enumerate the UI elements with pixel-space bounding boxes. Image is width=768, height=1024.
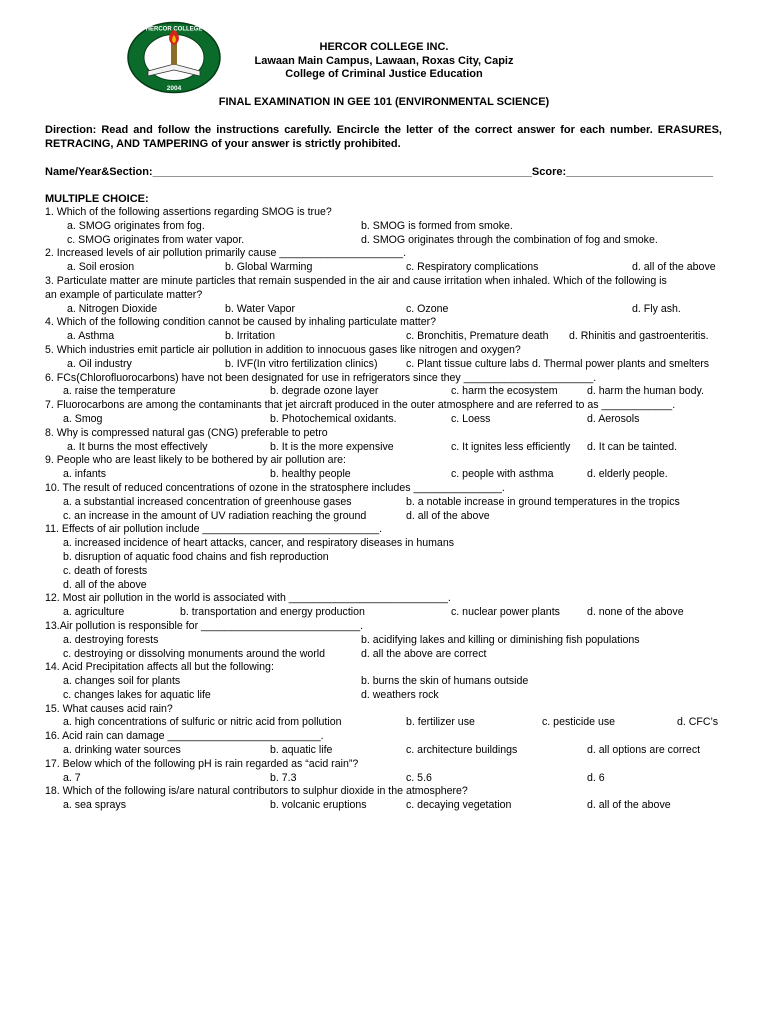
document-header	[200, 41, 568, 82]
question-6: 6. FCs(Chlorofluorocarbons) have not been designated for use in refrigerators since they ______________________.	[45, 371, 597, 384]
question-8: 8. Why is compressed natural gas (CNG) preferable to petro	[45, 426, 328, 439]
option-d[interactable]: d. harm the human body.	[587, 385, 704, 398]
college-name: College of Criminal Justice Education	[285, 68, 483, 80]
option-c[interactable]: c. destroying or dissolving monuments around the world	[63, 647, 326, 660]
option-d[interactable]: d. 6	[587, 771, 605, 784]
option-b[interactable]: b. SMOG is formed from smoke.	[361, 219, 513, 232]
option-d[interactable]: d. CFC’s	[677, 716, 719, 729]
options-row	[45, 634, 735, 648]
option-d[interactable]: d. all options are correct	[587, 744, 701, 757]
option-a[interactable]: a. 7	[63, 771, 81, 784]
option-b[interactable]: b. burns the skin of humans outside	[361, 675, 529, 688]
option-b[interactable]: b. IVF(In vitro fertilization clinics)	[225, 357, 378, 370]
campus-address: Lawaan Main Campus, Lawaan, Roxas City, Capiz	[254, 54, 514, 67]
option-b[interactable]: b. healthy people	[270, 468, 351, 481]
option-c[interactable]: c. pesticide use	[542, 716, 616, 729]
question-15: 15. What causes acid rain?	[45, 702, 173, 715]
option-d[interactable]: d. all of the above	[632, 261, 716, 274]
institution-name: HERCOR COLLEGE INC.	[319, 41, 449, 53]
option-b[interactable]: b. Water Vapor	[225, 302, 296, 315]
question-11: 11. Effects of air pollution include ______________________________.	[45, 523, 383, 536]
option-a[interactable]: a. increased incidence of heart attacks, cancer, and respiratory diseases in humans	[63, 537, 455, 550]
option-a[interactable]: a. raise the temperature	[63, 385, 176, 398]
options-row	[45, 606, 735, 620]
option-b[interactable]: b. Irritation	[225, 330, 276, 343]
option-b[interactable]: b. degrade ozone layer	[270, 385, 379, 398]
option-c[interactable]: c. an increase in the amount of UV radiation reaching the ground	[63, 509, 367, 522]
options-row	[45, 772, 735, 786]
logo-year: 2004	[166, 85, 182, 92]
option-a[interactable]: a. Asthma	[67, 330, 115, 343]
option-a[interactable]: a. sea sprays	[63, 799, 127, 812]
options-row	[45, 330, 735, 344]
option-b[interactable]: b. disruption of aquatic food chains and fish reproduction	[63, 550, 329, 563]
option-a[interactable]: a. Soil erosion	[67, 261, 135, 274]
option-b[interactable]: b. It is the more expensive	[270, 440, 394, 453]
option-c[interactable]: c. harm the ecosystem	[451, 385, 558, 398]
option-c[interactable]: c. changes lakes for aquatic life	[63, 688, 211, 701]
option-b[interactable]: b. transportation and energy production	[180, 606, 365, 619]
question-17: 17. Below which of the following pH is rain regarded as “acid rain”?	[45, 757, 359, 770]
question-18: 18. Which of the following is/are natural contributors to sulphur dioxide in the atmosphere?	[45, 785, 468, 798]
option-c[interactable]: c. It ignites less efficiently	[451, 440, 571, 453]
question-3: 3. Particulate matter are minute particles that remain suspended in the air and cause irritation when inhaled. Which of the following is	[45, 274, 667, 287]
option-c[interactable]: c. death of forests	[63, 564, 148, 577]
option-b[interactable]: b. Global Warming	[225, 261, 313, 274]
logo-name: HERCOR COLLEGE	[145, 26, 203, 33]
option-a[interactable]: a. Oil industry	[67, 357, 132, 370]
question-16: 16. Acid rain can damage __________________________.	[45, 730, 324, 743]
option-d[interactable]: d. Rhinitis and gastroenteritis.	[569, 330, 709, 343]
option-a[interactable]: a. Nitrogen Dioxide	[67, 302, 158, 315]
question-13: 13.Air pollution is responsible for ___________________________.	[45, 619, 364, 632]
option-a[interactable]: a. a substantial increased concentration of greenhouse gases	[63, 495, 352, 508]
option-b[interactable]: b. volcanic eruptions	[270, 799, 367, 812]
option-b[interactable]: b. a notable increase in ground temperatures in the tropics	[406, 495, 680, 508]
question-9: 9. People who are least likely to be bothered by air pollution are:	[45, 454, 346, 467]
option-c[interactable]: c. Plant tissue culture labs	[406, 357, 530, 370]
options-row	[45, 675, 735, 689]
options-row	[45, 303, 735, 317]
option-c[interactable]: c. Loess	[451, 412, 491, 425]
option-d[interactable]: d. Aerosols	[587, 412, 640, 425]
option-a[interactable]: a. It burns the most effectively	[67, 440, 208, 453]
option-b[interactable]: b. fertilizer use	[406, 716, 475, 729]
name-score-line[interactable]: Name/Year&Section:______________________________________________________________Score:________________________	[45, 166, 713, 178]
question-14: 14. Acid Precipitation affects all but the following:	[45, 661, 274, 674]
option-b[interactable]: b. 7.3	[270, 771, 297, 784]
question-5: 5. Which industries emit particle air pollution in addition to innocuous gases like nitrogen and oxygen?	[45, 343, 521, 356]
options-row	[45, 441, 735, 455]
options-row	[45, 220, 735, 234]
option-c[interactable]: c. architecture buildings	[406, 744, 518, 757]
options-row	[45, 799, 735, 813]
options-row	[45, 468, 735, 482]
option-b[interactable]: b. Photochemical oxidants.	[270, 412, 397, 425]
option-d[interactable]: d. elderly people.	[587, 468, 668, 481]
option-a[interactable]: a. changes soil for plants	[63, 675, 181, 688]
option-b[interactable]: b. aquatic life	[270, 744, 333, 757]
options-row	[45, 496, 735, 510]
option-a[interactable]: a. infants	[63, 468, 106, 481]
option-d[interactable]: d. Fly ash.	[632, 302, 681, 315]
options-row	[45, 648, 735, 662]
option-d[interactable]: d. all of the above	[587, 799, 671, 812]
option-d[interactable]: d. all the above are correct	[361, 647, 487, 660]
option-d[interactable]: d. all of the above	[63, 578, 147, 591]
option-c[interactable]: c. people with asthma	[451, 468, 554, 481]
option-d[interactable]: d. all of the above	[406, 509, 490, 522]
option-c[interactable]: c. Ozone	[406, 302, 449, 315]
options-row	[45, 744, 735, 758]
option-d[interactable]: d. weathers rock	[361, 688, 439, 701]
options-row	[45, 510, 735, 524]
option-d[interactable]: d. none of the above	[587, 606, 684, 619]
question-1: 1. Which of the following assertions regarding SMOG is true?	[45, 206, 332, 218]
question-10: 10. The result of reduced concentrations of ozone in the stratosphere includes _______________.	[45, 481, 505, 494]
question-list	[45, 206, 735, 813]
section-title: MULTIPLE CHOICE:	[45, 193, 149, 205]
option-a[interactable]: a. Smog	[63, 412, 103, 425]
option-c[interactable]: c. SMOG originates from water vapor.	[67, 233, 245, 246]
options-row	[45, 261, 735, 275]
options-row	[45, 689, 735, 703]
option-d[interactable]: d. It can be tainted.	[587, 440, 678, 453]
option-c[interactable]: c. Respiratory complications	[406, 261, 539, 274]
option-c[interactable]: c. Bronchitis, Premature death	[406, 330, 549, 343]
question-3-continued: an example of particulate matter?	[45, 288, 203, 301]
option-a[interactable]: a. destroying forests	[63, 633, 159, 646]
option-d[interactable]: d. SMOG originates through the combination of fog and smoke.	[361, 233, 658, 246]
option-a[interactable]: a. agriculture	[63, 606, 125, 619]
option-a[interactable]: a. high concentrations of sulfuric or nitric acid from pollution	[63, 716, 342, 729]
option-a[interactable]: a. SMOG originates from fog.	[67, 219, 205, 232]
direction-text: Direction: Read and follow the instructions carefully. Encircle the letter of the correct answer for each number. ERASURES, RETRACING, AND TAMPERING of your answer is strictly prohibited.	[45, 124, 722, 150]
question-4: 4. Which of the following condition cannot be caused by inhaling particulate matter?	[45, 316, 437, 329]
question-2: 2. Increased levels of air pollution primarily cause _____________________.	[45, 247, 407, 260]
option-b[interactable]: b. acidifying lakes and killing or diminishing fish populations	[361, 633, 640, 646]
question-12: 12. Most air pollution in the world is associated with ___________________________.	[45, 592, 451, 605]
question-7: 7. Fluorocarbons are among the contaminants that jet aircraft produced in the outer atmosphere and are referred to as ____________.	[45, 399, 676, 412]
option-a[interactable]: a. drinking water sources	[63, 744, 181, 757]
options-row	[45, 234, 735, 248]
option-c[interactable]: c. decaying vegetation	[406, 799, 512, 812]
options-row	[45, 358, 735, 372]
options-row	[45, 716, 735, 730]
options-row	[45, 385, 735, 399]
option-c[interactable]: c. nuclear power plants	[451, 606, 560, 619]
exam-title: FINAL EXAMINATION IN GEE 101 (ENVIRONMENTAL SCIENCE)	[218, 96, 550, 108]
option-d[interactable]: d. Thermal power plants and smelters	[532, 357, 710, 370]
option-c[interactable]: c. 5.6	[406, 771, 432, 784]
options-row	[45, 413, 735, 427]
